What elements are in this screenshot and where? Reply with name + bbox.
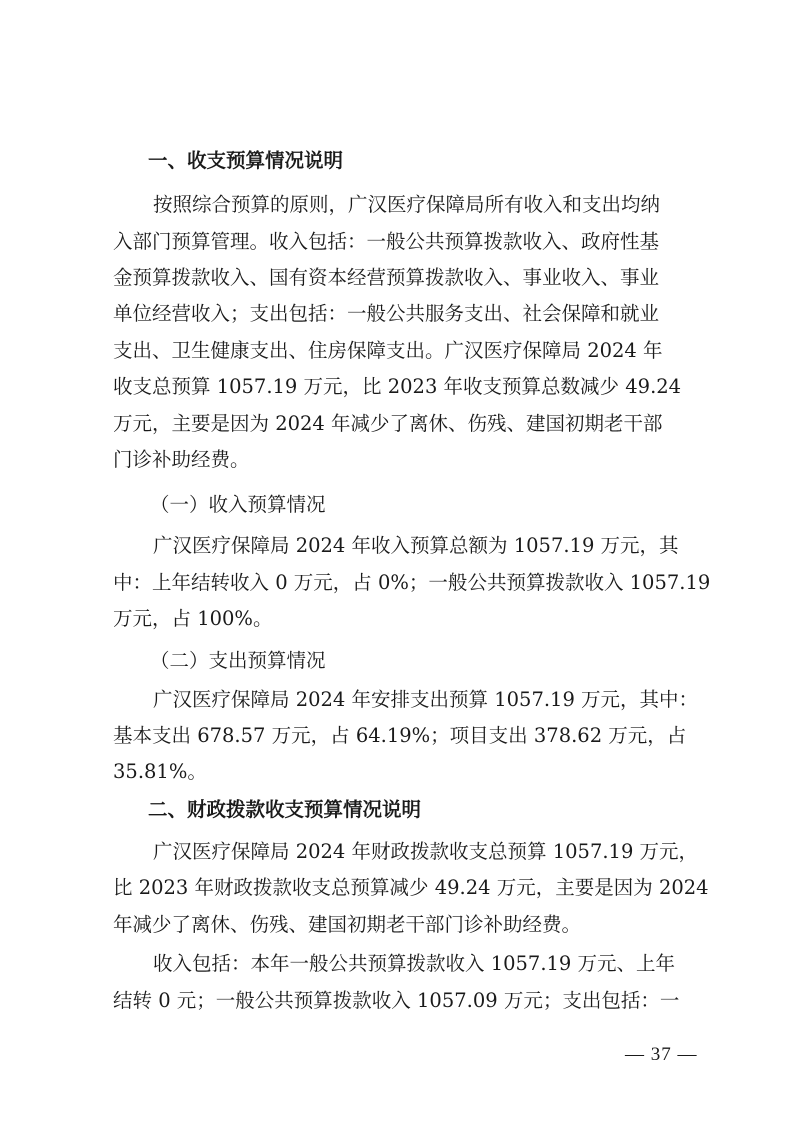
income-budget-line: 广汉医疗保障局 2024 年收入预算总额为 1057.19 万元，其 bbox=[153, 534, 679, 557]
section2-paragraph-line: 收入包括：本年一般公共预算拨款收入 1057.19 万元、上年 bbox=[153, 952, 676, 975]
page-number: — 37 — bbox=[625, 1044, 698, 1065]
section1-paragraph-line: 按照综合预算的原则，广汉医疗保障局所有收入和支出均纳 bbox=[153, 193, 661, 216]
expenditure-budget-line: 35.81%。 bbox=[113, 760, 207, 783]
section1-paragraph-line: 入部门预算管理。收入包括：一般公共预算拨款收入、政府性基 bbox=[113, 230, 660, 253]
section1-paragraph-line: 万元，主要是因为 2024 年减少了离休、伤残、建国初期老干部 bbox=[113, 412, 663, 435]
section1-paragraph-line: 单位经营收入；支出包括：一般公共服务支出、社会保障和就业 bbox=[113, 302, 660, 325]
income-budget-subheading: （一）收入预算情况 bbox=[150, 493, 326, 516]
income-budget-line: 万元，占 100%。 bbox=[113, 607, 273, 630]
section1-paragraph-line: 门诊补助经费。 bbox=[113, 448, 250, 471]
expenditure-budget-line: 基本支出 678.57 万元，占 64.19%；项目支出 378.62 万元，占 bbox=[113, 724, 687, 747]
section1-paragraph-line: 金预算拨款收入、国有资本经营预算拨款收入、事业收入、事业 bbox=[113, 266, 660, 289]
expenditure-budget-line: 广汉医疗保障局 2024 年安排支出预算 1057.19 万元，其中： bbox=[153, 688, 699, 711]
income-budget-line: 中：上年结转收入 0 万元，占 0%；一般公共预算拨款收入 1057.19 bbox=[113, 571, 711, 594]
section2-paragraph-line: 结转 0 元；一般公共预算拨款收入 1057.09 万元；支出包括：一 bbox=[113, 989, 680, 1012]
expenditure-budget-subheading: （二）支出预算情况 bbox=[150, 649, 326, 672]
section1-paragraph-line: 支出、卫生健康支出、住房保障支出。广汉医疗保障局 2024 年 bbox=[113, 339, 663, 362]
section1-paragraph-line: 收支总预算 1057.19 万元，比 2023 年收支预算总数减少 49.24 bbox=[113, 375, 682, 398]
section2-paragraph-line: 比 2023 年财政拨款收支总预算减少 49.24 万元，主要是因为 2024 bbox=[113, 876, 709, 899]
section2-heading: 二、财政拨款收支预算情况说明 bbox=[148, 798, 422, 821]
section2-paragraph-line: 广汉医疗保障局 2024 年财政拨款收支总预算 1057.19 万元， bbox=[153, 840, 699, 863]
section1-heading: 一、收支预算情况说明 bbox=[148, 149, 344, 172]
section2-paragraph-line: 年减少了离休、伤残、建国初期老干部门诊补助经费。 bbox=[113, 913, 582, 936]
